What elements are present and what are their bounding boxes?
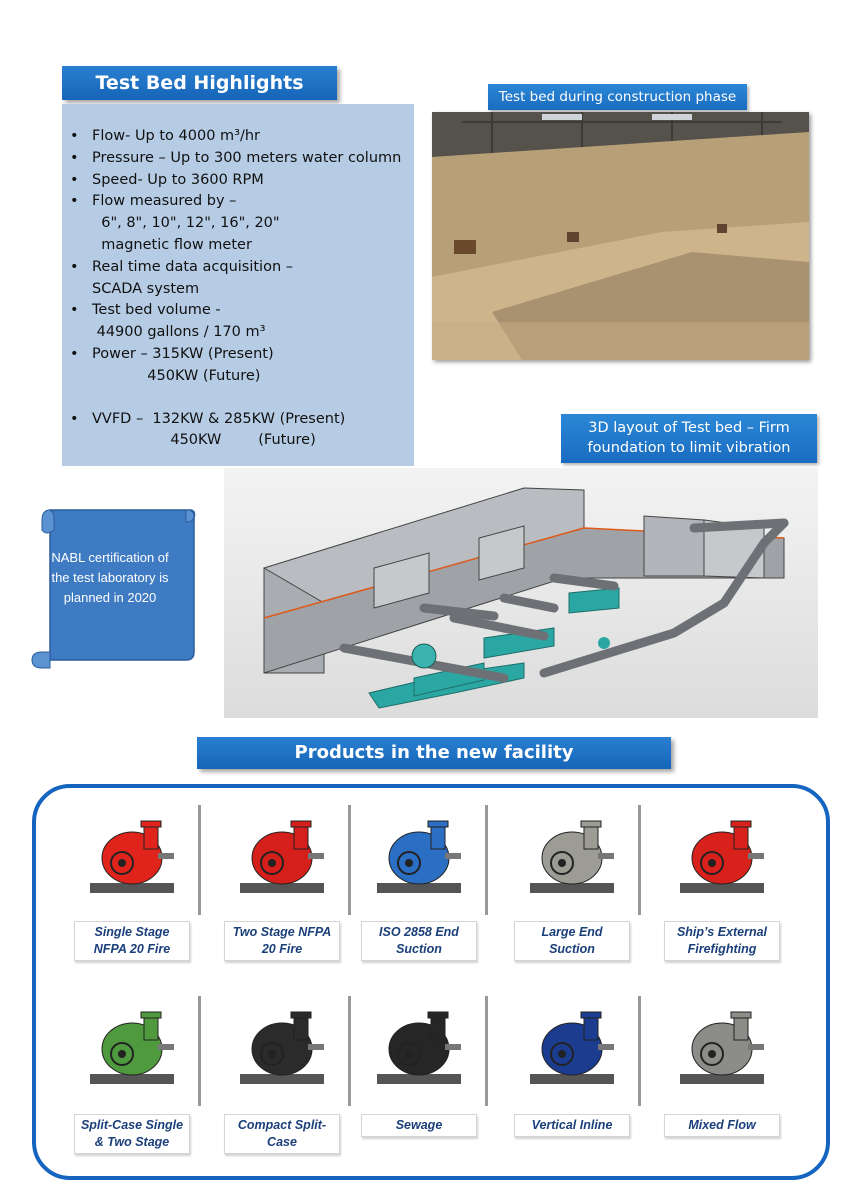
product-label: Ship’s External Firefighting bbox=[664, 921, 780, 961]
product-divider bbox=[348, 996, 351, 1106]
pump-image bbox=[674, 813, 770, 903]
product-label: Split-Case Single & Two Stage bbox=[74, 1114, 190, 1154]
pump-image bbox=[234, 813, 330, 903]
pump-image bbox=[674, 1004, 770, 1094]
pump-image bbox=[234, 1004, 330, 1094]
product-label: Mixed Flow bbox=[664, 1114, 780, 1137]
highlight-item: • VVFD – 132KW & 285KW (Present) bbox=[70, 409, 408, 431]
pump-image bbox=[84, 813, 180, 903]
highlights-list bbox=[70, 126, 408, 452]
product-divider bbox=[198, 996, 201, 1106]
highlight-item: • Pressure – Up to 300 meters water column bbox=[70, 148, 408, 170]
highlights-box bbox=[62, 104, 414, 466]
pump-image bbox=[371, 813, 467, 903]
highlight-item: • Flow measured by – bbox=[70, 191, 408, 213]
product-divider bbox=[638, 996, 641, 1106]
highlight-item: • Power – 315KW (Present) bbox=[70, 344, 408, 366]
product-label: Single Stage NFPA 20 Fire bbox=[74, 921, 190, 961]
product-divider bbox=[485, 996, 488, 1106]
highlight-item: 450KW (Future) bbox=[92, 367, 261, 384]
products-title: Products in the new facility bbox=[197, 737, 671, 769]
highlight-item bbox=[70, 388, 408, 409]
pump-image bbox=[84, 1004, 180, 1094]
product-divider bbox=[198, 805, 201, 915]
layout-caption: 3D layout of Test bed – Firm foundation to limit vibration bbox=[561, 414, 817, 463]
product-divider bbox=[638, 805, 641, 915]
highlight-item: • Test bed volume - bbox=[70, 300, 408, 322]
highlight-item: • Speed- Up to 3600 RPM bbox=[70, 170, 408, 192]
product-label: Vertical Inline bbox=[514, 1114, 630, 1137]
highlight-item: • Real time data acquisition – bbox=[70, 257, 408, 279]
highlight-item: 6", 8", 10", 12", 16", 20" bbox=[92, 215, 280, 232]
product-divider bbox=[485, 805, 488, 915]
layout-3d-render bbox=[224, 468, 818, 718]
pump-image bbox=[371, 1004, 467, 1094]
product-label: Two Stage NFPA 20 Fire bbox=[224, 921, 340, 961]
highlight-item: 450KW (Future) bbox=[92, 432, 316, 449]
pump-image bbox=[524, 1004, 620, 1094]
product-label: Sewage bbox=[361, 1114, 477, 1137]
highlights-title: Test Bed Highlights bbox=[62, 66, 337, 100]
construction-photo bbox=[432, 112, 809, 360]
highlight-item: magnetic flow meter bbox=[92, 236, 252, 253]
product-label: Large End Suction bbox=[514, 921, 630, 961]
pump-image bbox=[524, 813, 620, 903]
product-divider bbox=[348, 805, 351, 915]
product-label: ISO 2858 End Suction bbox=[361, 921, 477, 961]
construction-caption: Test bed during construction phase bbox=[488, 84, 747, 110]
highlight-item: 44900 gallons / 170 m³ bbox=[92, 324, 266, 341]
highlight-item: • Flow- Up to 4000 m³/hr bbox=[70, 126, 408, 148]
nabl-note: NABL certification of the test laboratory is planned in 2020 bbox=[51, 550, 169, 605]
highlight-item: SCADA system bbox=[92, 280, 200, 297]
product-label: Compact Split-Case bbox=[224, 1114, 340, 1154]
